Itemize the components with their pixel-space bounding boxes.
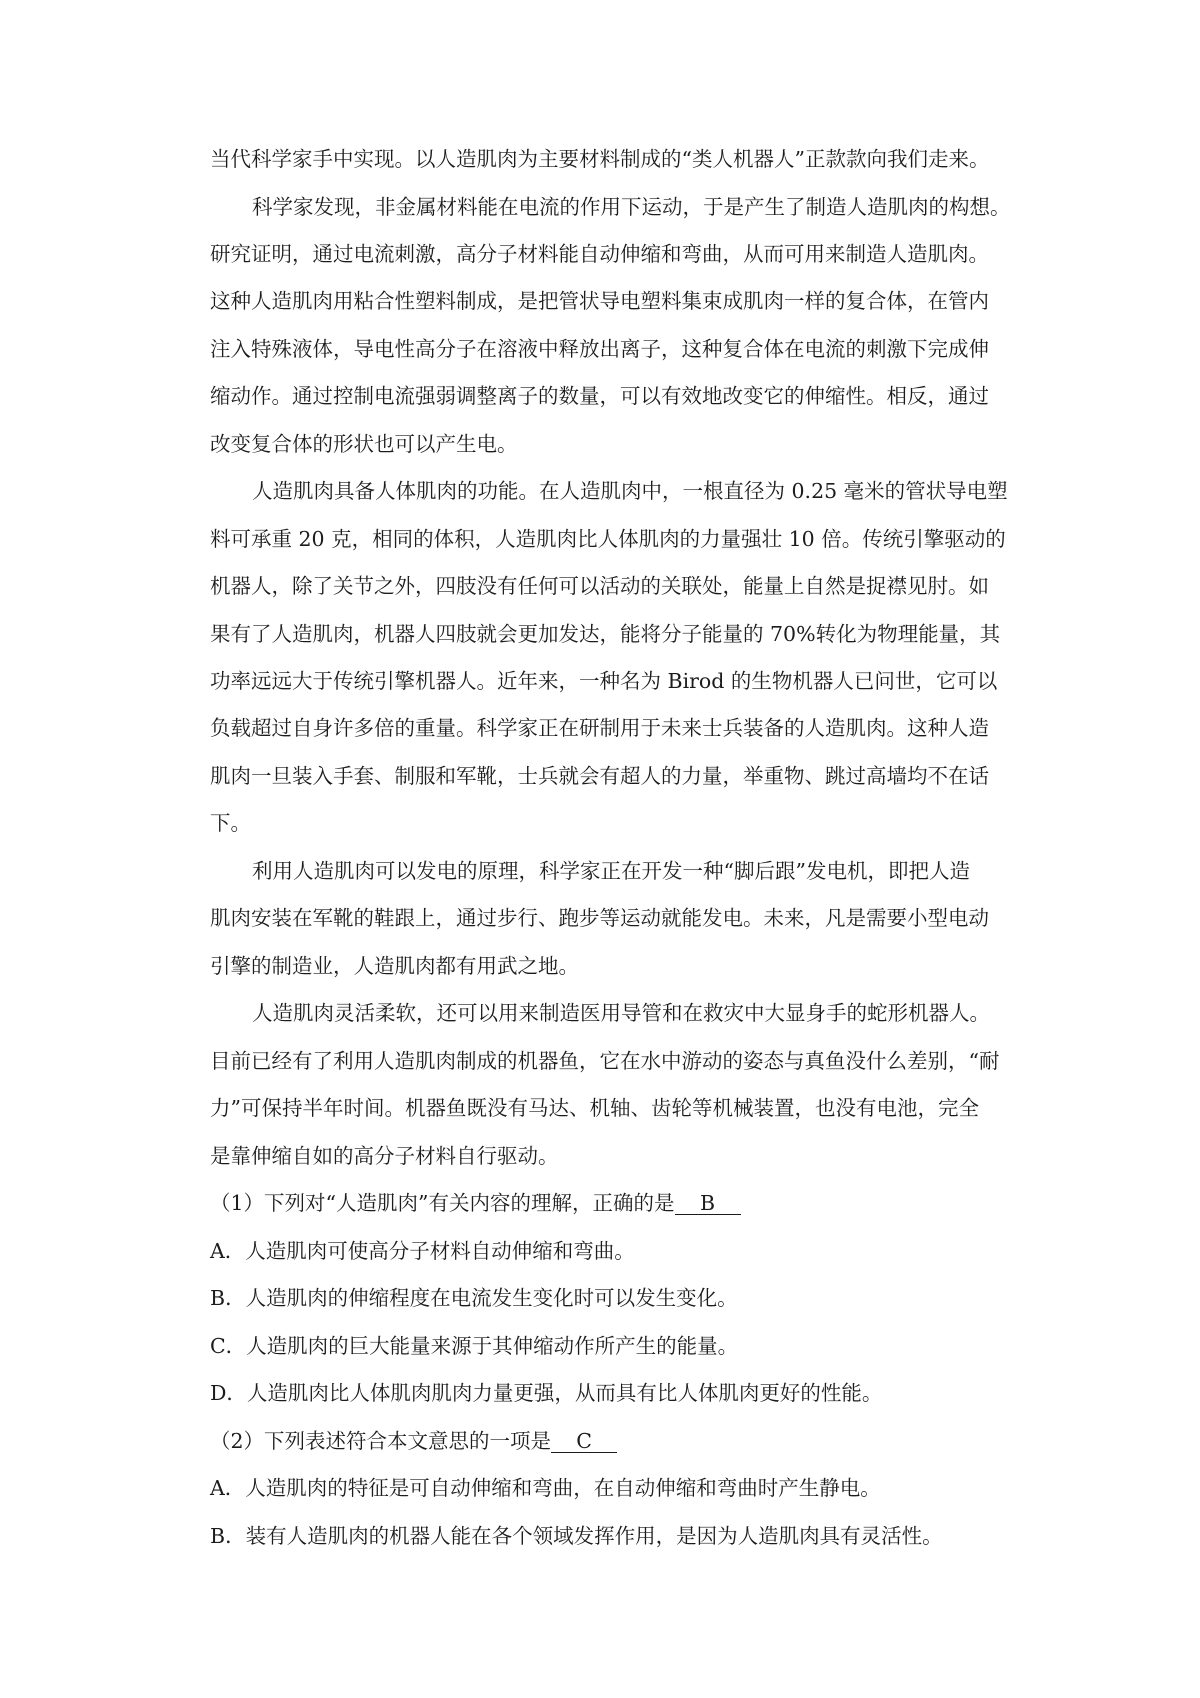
passage-line: 这种人造肌肉用粘合性塑料制成，是把管状导电塑料集束成肌肉一样的复合体，在管内 xyxy=(210,289,989,313)
option-a: A．人造肌肉可使高分子材料自动伸缩和弯曲。 xyxy=(210,1239,635,1263)
option-a: A．人造肌肉的特征是可自动伸缩和弯曲，在自动伸缩和弯曲时产生静电。 xyxy=(210,1476,881,1500)
question-stem-text: （2）下列表述符合本文意思的一项是 xyxy=(210,1429,552,1453)
passage-line: 目前已经有了利用人造肌肉制成的机器鱼，它在水中游动的姿态与真鱼没什么差别，“耐 xyxy=(210,1049,1000,1073)
passage-line: 下。 xyxy=(210,811,251,835)
passage-line: 功率远远大于传统引擎机器人。近年来，一种名为 Birod 的生物机器人已问世，它可以 xyxy=(210,669,998,693)
passage-line: 是靠伸缩自如的高分子材料自行驱动。 xyxy=(210,1144,559,1168)
passage-line: 料可承重 20 克，相同的体积，人造肌肉比人体肌肉的力量强壮 10 倍。传统引擎驱动的 xyxy=(210,527,1006,551)
option-c: C．人造肌肉的巨大能量来源于其伸缩动作所产生的能量。 xyxy=(210,1334,739,1358)
question-stem xyxy=(210,1427,1026,1455)
passage-line: 力”可保持半年时间。机器鱼既没有马达、机轴、齿轮等机械装置，也没有电池，完全 xyxy=(210,1096,979,1120)
passage-line: 当代科学家手中实现。以人造肌肉为主要材料制成的“类人机器人”正款款向我们走来。 xyxy=(210,147,990,171)
passage-line: 人造肌肉具备人体肌肉的功能。在人造肌肉中，一根直径为 0.25 毫米的管状导电塑 xyxy=(252,479,1008,503)
option-b: B．装有人造肌肉的机器人能在各个领域发挥作用，是因为人造肌肉具有灵活性。 xyxy=(210,1524,943,1548)
passage-line: 负载超过自身许多倍的重量。科学家正在研制用于未来士兵装备的人造肌肉。这种人造 xyxy=(210,716,989,740)
passage-line: 肌肉一旦装入手套、制服和军靴，士兵就会有超人的力量，举重物、跳过高墙均不在话 xyxy=(210,764,989,788)
passage-line: 改变复合体的形状也可以产生电。 xyxy=(210,432,518,456)
answer-blank: C xyxy=(551,1430,617,1453)
option-d: D．人造肌肉比人体肌肉肌肉力量更强，从而具有比人体肌肉更好的性能。 xyxy=(210,1381,883,1405)
question-stem-text: （1）下列对“人造肌肉”有关内容的理解，正确的是 xyxy=(210,1191,675,1215)
passage-line: 利用人造肌肉可以发电的原理，科学家正在开发一种“脚后跟”发电机，即把人造 xyxy=(252,859,970,883)
question-stem xyxy=(210,1189,1026,1217)
passage-line: 机器人，除了关节之外，四肢没有任何可以活动的关联处，能量上自然是捉襟见肘。如 xyxy=(210,574,989,598)
passage-line: 肌肉安装在军靴的鞋跟上，通过步行、跑步等运动就能发电。未来，凡是需要小型电动 xyxy=(210,906,989,930)
passage-line: 果有了人造肌肉，机器人四肢就会更加发达，能将分子能量的 70%转化为物理能量，其 xyxy=(210,622,1001,646)
passage-line: 引擎的制造业，人造肌肉都有用武之地。 xyxy=(210,954,579,978)
passage-line: 人造肌肉灵活柔软，还可以用来制造医用导管和在救灾中大显身手的蛇形机器人。 xyxy=(252,1001,990,1025)
passage-line: 科学家发现，非金属材料能在电流的作用下运动，于是产生了制造人造肌肉的构想。 xyxy=(252,195,1011,219)
passage-line: 研究证明，通过电流刺激，高分子材料能自动伸缩和弯曲，从而可用来制造人造肌肉。 xyxy=(210,242,989,266)
answer-blank: B xyxy=(675,1192,741,1215)
passage-line: 注入特殊液体，导电性高分子在溶液中释放出离子，这种复合体在电流的刺激下完成伸 xyxy=(210,337,989,361)
option-b: B．人造肌肉的伸缩程度在电流发生变化时可以发生变化。 xyxy=(210,1286,738,1310)
passage-line: 缩动作。通过控制电流强弱调整离子的数量，可以有效地改变它的伸缩性。相反，通过 xyxy=(210,384,989,408)
